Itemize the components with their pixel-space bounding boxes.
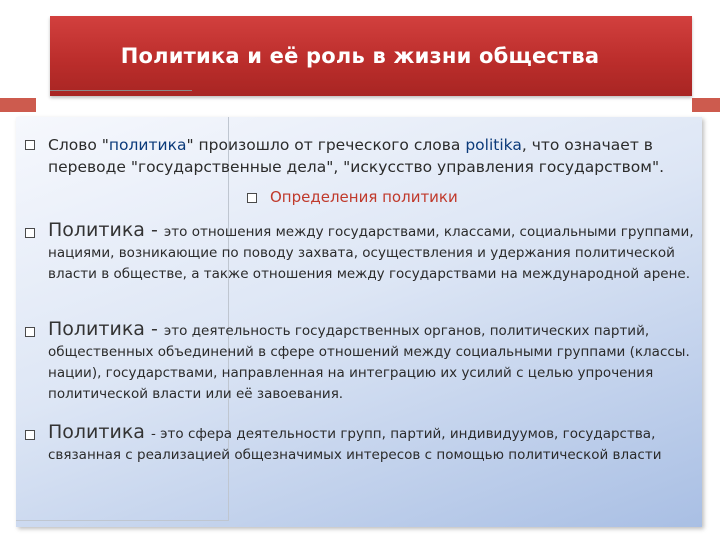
definition-1 bbox=[48, 220, 698, 285]
definition-2 bbox=[48, 319, 698, 405]
definition-lead: Политика bbox=[48, 421, 151, 443]
intro-word: политика bbox=[108, 136, 187, 154]
accent-bar-left bbox=[0, 98, 36, 112]
definition-3 bbox=[48, 422, 698, 466]
intro-greek-word: politika bbox=[465, 136, 522, 154]
intro-text-3: , что означает в переводе "государственные дела", "искусство управления государством". bbox=[48, 136, 665, 176]
definition-text: это отношения между государствами, классами, социальными группами, нациями, возникающие по поводу захвата, осуществления и удержания политической власти в обществе, а также отношения между государствами на международной арене. bbox=[48, 224, 694, 282]
bullet-square-icon bbox=[25, 228, 35, 238]
definition-text: это деятельность государственных органов, политических партий, общественных объединений в сфере отношений между социальными группами (классы. нации), государствами, направленная на интеграцию их усилий с целью упрочения политической власти или её завоевания. bbox=[48, 323, 690, 402]
bullet-square-icon bbox=[25, 327, 35, 337]
bullet-square-icon bbox=[25, 140, 35, 150]
definition-lead: Политика - bbox=[48, 318, 164, 340]
bullet-square-icon bbox=[25, 430, 35, 440]
definition-lead: Политика - bbox=[48, 219, 164, 241]
intro-paragraph bbox=[48, 134, 698, 178]
title-underline bbox=[50, 90, 192, 91]
intro-text-1: Слово " bbox=[48, 136, 109, 154]
definition-text: - это сфера деятельности групп, партий, индивидуумов, государства, связанная с реализацией общезначимых интересов с помощью политической власти bbox=[48, 426, 662, 463]
accent-bar-right bbox=[692, 98, 720, 112]
definitions-heading: Определения политики bbox=[270, 188, 458, 206]
slide-title: Политика и её роль в жизни общества bbox=[120, 44, 600, 68]
intro-text-2: " произошло от греческого слова bbox=[186, 136, 466, 154]
bullet-square-icon bbox=[247, 193, 257, 203]
